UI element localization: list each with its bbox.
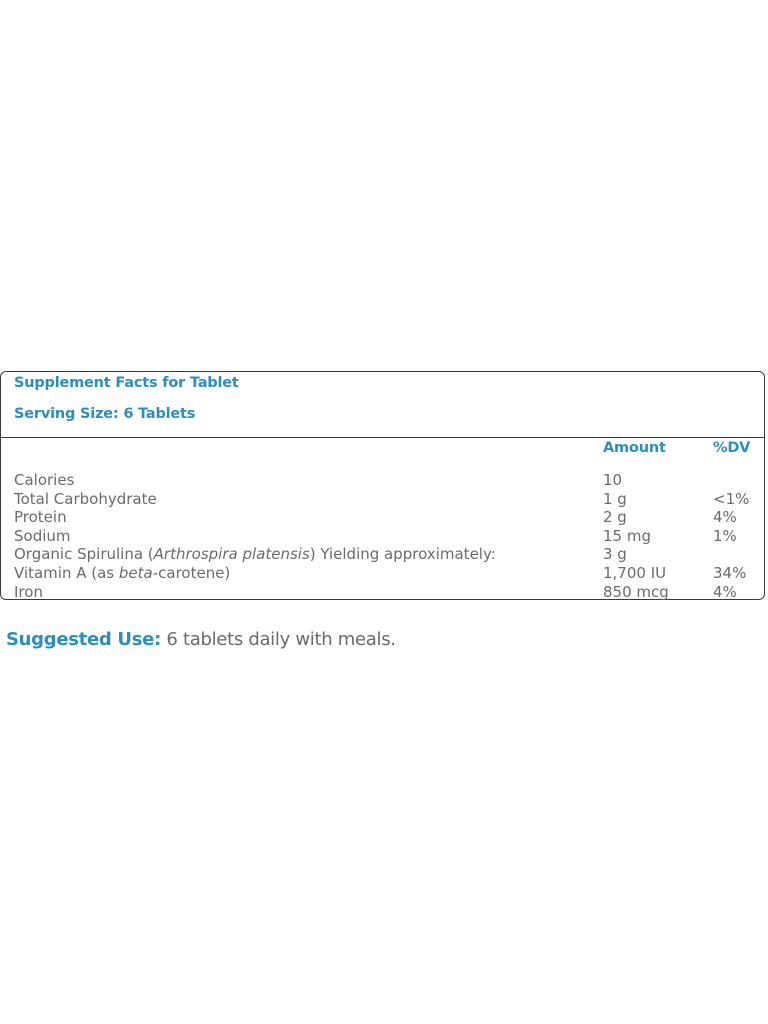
nutrient-dv: <1%	[713, 489, 750, 508]
nutrient-name: Organic Spirulina (Arthrospira platensis) Yielding approximately:	[14, 545, 496, 564]
nutrient-name: Vitamin A (as beta-carotene)	[14, 563, 231, 582]
nutrient-amount: 2 g	[603, 508, 627, 527]
nutrient-amount: 10	[603, 471, 623, 489]
facts-rows	[1, 471, 764, 601]
nutrient-name: Protein	[14, 508, 67, 527]
facts-header	[1, 372, 764, 438]
facts-row	[1, 508, 764, 527]
nutrient-dv: 4%	[713, 582, 737, 601]
nutrient-amount: 1,700 IU	[603, 563, 667, 582]
supplement-facts-panel	[0, 371, 765, 600]
nutrient-name: Calories	[14, 471, 75, 489]
facts-row	[1, 527, 764, 546]
nutrient-dv: 34%	[713, 563, 747, 582]
serving-size: Serving Size: 6 Tablets	[14, 406, 196, 422]
facts-row	[1, 583, 764, 602]
suggested-use-text: 6 tablets daily with meals.	[160, 629, 396, 650]
column-header-dv: %DV	[713, 440, 751, 456]
suggested-use-label: Suggested Use:	[6, 629, 161, 650]
nutrient-dv: 4%	[713, 508, 737, 527]
suggested-use	[6, 629, 396, 650]
nutrient-amount: 3 g	[603, 545, 627, 564]
nutrient-name: Iron	[14, 582, 43, 601]
facts-title: Supplement Facts for Tablet	[14, 375, 239, 391]
column-header-amount: Amount	[603, 440, 666, 456]
facts-row	[1, 545, 764, 564]
facts-row	[1, 564, 764, 583]
nutrient-dv: 1%	[713, 526, 737, 545]
nutrient-amount: 1 g	[603, 489, 627, 508]
nutrient-name: Total Carbohydrate	[14, 489, 157, 508]
nutrient-amount: 850 mcg	[603, 582, 669, 601]
nutrient-amount: 15 mg	[603, 526, 651, 545]
facts-row	[1, 471, 764, 490]
facts-row	[1, 490, 764, 509]
nutrient-name: Sodium	[14, 526, 71, 545]
